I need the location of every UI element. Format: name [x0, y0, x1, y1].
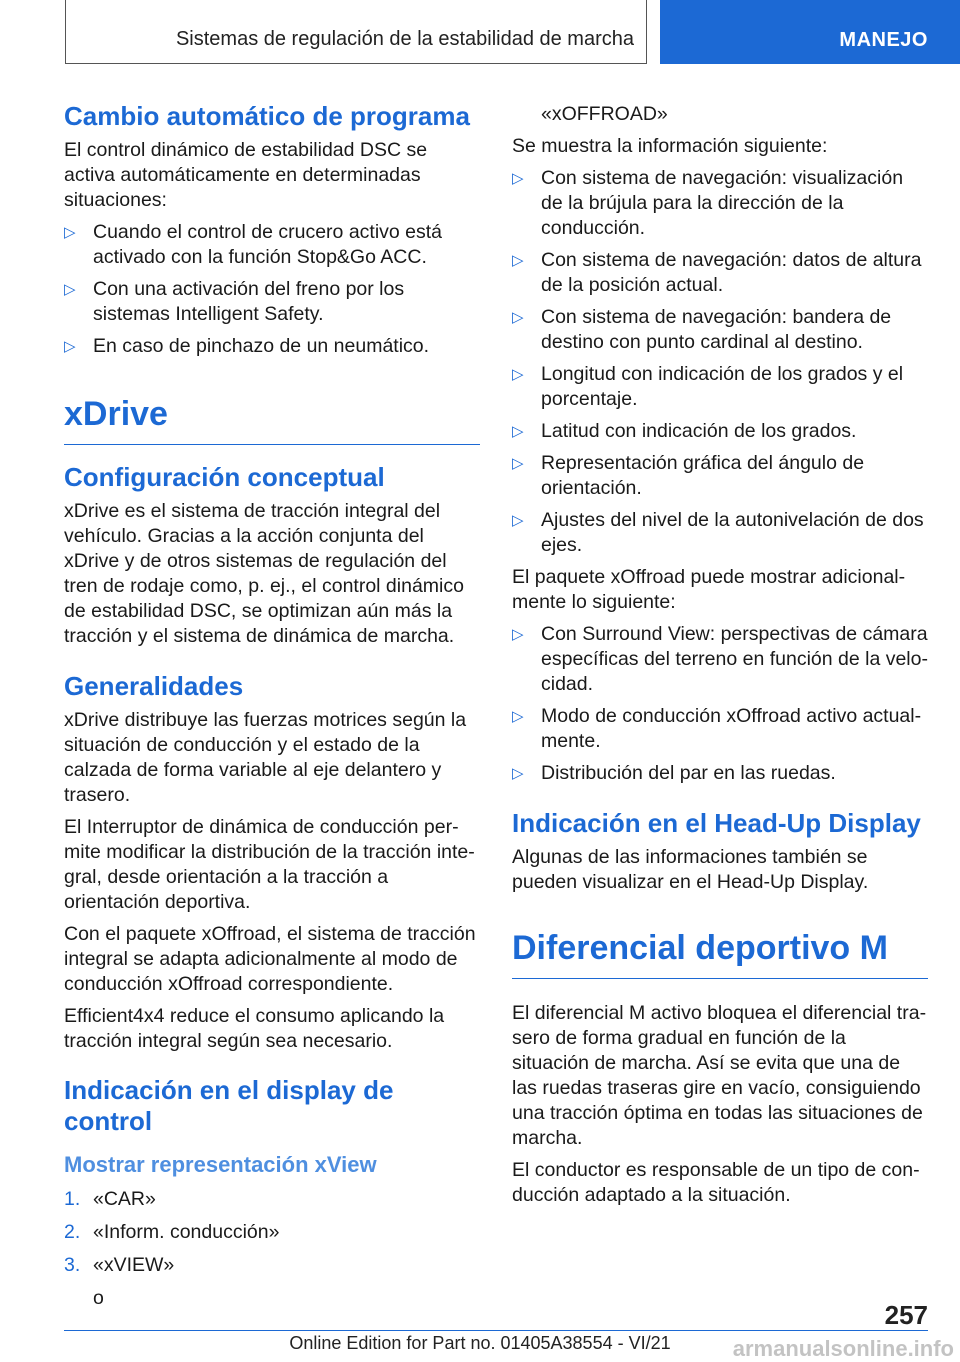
paragraph: El conductor es responsable de un tipo de conducción adaptado a la situación.: [512, 1159, 920, 1206]
triangle-bullet-icon: ▷: [512, 626, 524, 643]
triangle-bullet-icon: ▷: [512, 423, 524, 440]
list-item: ▷ Latitud con indicación de los grados.: [512, 420, 857, 442]
step-item: 2. «Inform. conducción»: [64, 1221, 280, 1243]
step-item: 3. «xVIEW»: [64, 1254, 175, 1276]
paragraph: Efficient4x4 reduce el consumo aplicando la tracción integral según sea necesario.: [64, 1005, 445, 1052]
triangle-bullet-icon: ▷: [512, 512, 524, 529]
list-item: ▷ Representación gráfica del ángulo de orientación.: [512, 452, 865, 499]
triangle-bullet-icon: ▷: [64, 281, 76, 298]
paragraph: El paquete xOffroad puede mostrar adicionalmente lo siguiente:: [512, 566, 906, 613]
step-or: o: [93, 1287, 104, 1309]
section-tab-manejo[interactable]: [660, 0, 960, 64]
section-heading-xdrive: xDrive: [64, 394, 480, 445]
heading-head-up-display: Indicación en el Head-Up Display: [512, 808, 921, 838]
list-item: ▷ Con una activación del freno por los sistemas Intelligent Safety.: [64, 278, 405, 325]
list-item: ▷ Con Surround View: perspectivas de cámara específicas del terreno en función de la velocidad.: [512, 623, 928, 695]
list-item: ▷ Con sistema de navegación: bandera de destino con punto cardinal al destino.: [512, 306, 892, 353]
heading-configuracion: Configuración conceptual: [64, 462, 385, 492]
paragraph: xDrive es el sistema de tracción integral del vehículo. Gracias a la acción conjunta del xDrive y de otros sistemas de regulación del tren de rodaje como, p. ej., el control dinámico de estabilidad DSC, se optimizan aún más la tracción y el sistema de dinámica de marcha.: [64, 500, 464, 647]
list-item: ▷ En caso de pinchazo de un neumático.: [64, 335, 430, 357]
page-number: 257: [884, 1300, 928, 1330]
bullet-list: [512, 166, 928, 558]
triangle-bullet-icon: ▷: [512, 170, 524, 187]
step-xoffroad: «xOFFROAD»: [541, 103, 668, 125]
footer-divider: [64, 1330, 928, 1331]
heading-mostrar-xview: Mostrar representación xView: [64, 1152, 377, 1177]
heading-cambio-automatico: Cambio automático de programa: [64, 101, 470, 131]
paragraph: El control dinámico de estabilidad DSC se activa automáticamente en determinadas situaciones:: [64, 139, 428, 211]
triangle-bullet-icon: ▷: [512, 708, 524, 725]
numbered-steps: [64, 1187, 480, 1278]
paragraph: Con el paquete xOffroad, el sistema de tracción integral se adapta adicionalmente al modo de conducción xOffroad correspondiente.: [64, 923, 476, 995]
step-item: 1. «CAR»: [64, 1188, 156, 1210]
left-column: [64, 100, 480, 1311]
triangle-bullet-icon: ▷: [512, 765, 524, 782]
triangle-bullet-icon: ▷: [512, 366, 524, 383]
step-number: 3.: [64, 1254, 81, 1276]
paragraph: Se muestra la información siguiente:: [512, 135, 828, 157]
list-item: ▷ Distribución del par en las ruedas.: [512, 762, 836, 784]
paragraph: xDrive distribuye las fuerzas motrices según la situación de conducción y el estado de la calzada de forma variable al eje delantero y trasero.: [64, 709, 467, 806]
step-number: 2.: [64, 1221, 81, 1243]
triangle-bullet-icon: ▷: [512, 309, 524, 326]
list-item: ▷ Cuando el control de crucero activo está activado con la función Stop&Go ACC.: [64, 221, 443, 268]
section-tab-label: MANEJO: [839, 29, 928, 51]
triangle-bullet-icon: ▷: [64, 224, 76, 241]
list-item: ▷ Con sistema de navegación: datos de altura de la posición actual.: [512, 249, 922, 296]
header-title: Sistemas de regulación de la estabilidad de marcha: [175, 28, 634, 50]
section-heading-diferencial: Diferencial deportivo M: [512, 928, 928, 979]
paragraph: El Interruptor de dinámica de conducción permite modificar la distribución de la tracción integral, desde orientación a la tracción a orientación deportiva.: [64, 816, 475, 913]
heading-indicacion-display: Indicación en el display de control: [64, 1075, 394, 1136]
heading-generalidades: Generalidades: [64, 671, 244, 701]
watermark-logo: armanualsonline.info: [732, 1336, 954, 1361]
footer-edition: Online Edition for Part no. 01405A38554 - VI/21: [289, 1333, 671, 1353]
triangle-bullet-icon: ▷: [512, 252, 524, 269]
triangle-bullet-icon: ▷: [64, 338, 76, 355]
list-item: ▷ Ajustes del nivel de la autonivelación de dos ejes.: [512, 509, 924, 556]
paragraph: El diferencial M activo bloquea el diferencial trasero de forma gradual en función de la situación de marcha. Así se evita que una de las ruedas traseras gire en vacío, consiguiendo una tracción óptima en todas las situaciones de marcha.: [512, 1002, 927, 1149]
triangle-bullet-icon: ▷: [512, 455, 524, 472]
list-item: ▷ Longitud con indicación de los grados y el porcentaje.: [512, 363, 904, 410]
bullet-list: [64, 220, 480, 359]
header-frame: [65, 0, 647, 64]
paragraph: Algunas de las informaciones también se pueden visualizar en el Head-Up Display.: [512, 846, 869, 893]
right-column: [512, 102, 928, 1215]
step-number: 1.: [64, 1188, 81, 1210]
list-item: ▷ Modo de conducción xOffroad activo actualmente.: [512, 705, 922, 752]
bullet-list: [512, 622, 928, 786]
list-item: ▷ Con sistema de navegación: visualización de la brújula para la dirección de la conducción.: [512, 167, 904, 239]
